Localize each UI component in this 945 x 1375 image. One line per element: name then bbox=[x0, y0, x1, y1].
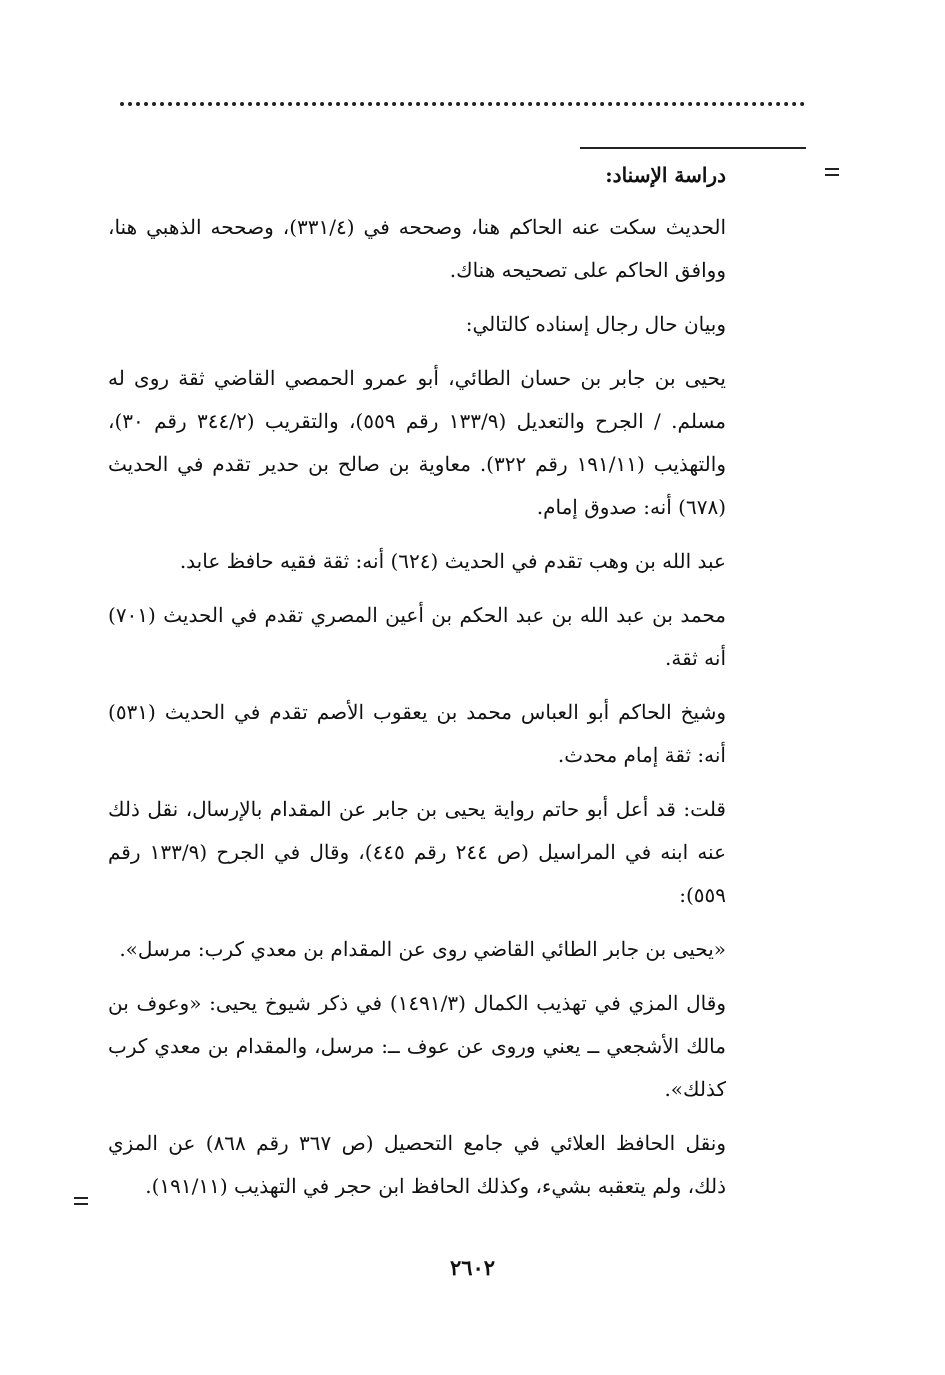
heading-rule bbox=[580, 147, 806, 149]
paragraph-abu-hatim: قلت: قد أعل أبو حاتم رواية يحيى بن جابر عن المقدام بالإرسال، نقل ذلك عنه ابنه في المراسيل (ص ٢٤٤ رقم ٤٤٥)، وقال في الجرح (١٣٣/٩ رقم ٥٥٩): bbox=[108, 797, 727, 907]
section-heading: دراسة الإسناد: bbox=[605, 163, 726, 187]
paragraph-hadith-status: الحديث سكت عنه الحاكم هنا، وصححه في (٣٣١/٤)، وصححه الذهبي هنا، ووافق الحاكم على تصحيحه هناك. bbox=[108, 215, 727, 282]
paragraph-almizzi: وقال المزي في تهذيب الكمال (١٤٩١/٣) في ذكر شيوخ يحيى: «وعوف بن مالك الأشجعي ــ يعني وروى عن عوف ــ: مرسل، والمقدام بن معدي كرب كذلك». bbox=[108, 991, 726, 1101]
paragraph-alalai: ونقل الحافظ العلائي في جامع التحصيل (ص ٣٦٧ رقم ٨٦٨) عن المزي ذلك، ولم يتعقبه بشيء، وكذلك الحافظ ابن حجر في التهذيب (١٩١/١١). bbox=[108, 1131, 727, 1198]
paragraph-yahya: يحيى بن جابر بن حسان الطائي، أبو عمرو الحمصي القاضي ثقة روى له مسلم. / الجرح والتعديل (١٣٣/٩ رقم ٥٥٩)، والتقريب (٣٤٤/٢ رقم ٣٠)، والتهذيب (١٩١/١١ رقم ٣٢٢). معاوية بن صالح بن حدير تقدم في الحديث (٦٧٨) أنه: صدوق إمام. bbox=[108, 366, 727, 519]
page-body bbox=[108, 155, 726, 1219]
paragraph-narrators-intro: وبيان حال رجال إسناده كالتالي: bbox=[465, 312, 726, 336]
page-number: ٢٦٠٢ bbox=[449, 1255, 496, 1280]
margin-marker-bottom bbox=[74, 1197, 88, 1205]
margin-marker-top bbox=[825, 168, 839, 176]
paragraph-quote-mursal: «يحيى بن جابر الطائي القاضي روى عن المقدام بن معدي كرب: مرسل». bbox=[119, 937, 726, 961]
paragraph-ibn-abd-alhakam: محمد بن عبد الله بن عبد الحكم بن أعين المصري تقدم في الحديث (٧٠١) أنه ثقة. bbox=[108, 603, 726, 670]
paragraph-ibn-wahb: عبد الله بن وهب تقدم في الحديث (٦٢٤) أنه: ثقة فقيه حافظ عابد. bbox=[179, 549, 726, 573]
paragraph-alasam: وشيخ الحاكم أبو العباس محمد بن يعقوب الأصم تقدم في الحديث (٥٣١) أنه: ثقة إمام محدث. bbox=[108, 700, 726, 767]
dotted-separator bbox=[120, 92, 805, 106]
